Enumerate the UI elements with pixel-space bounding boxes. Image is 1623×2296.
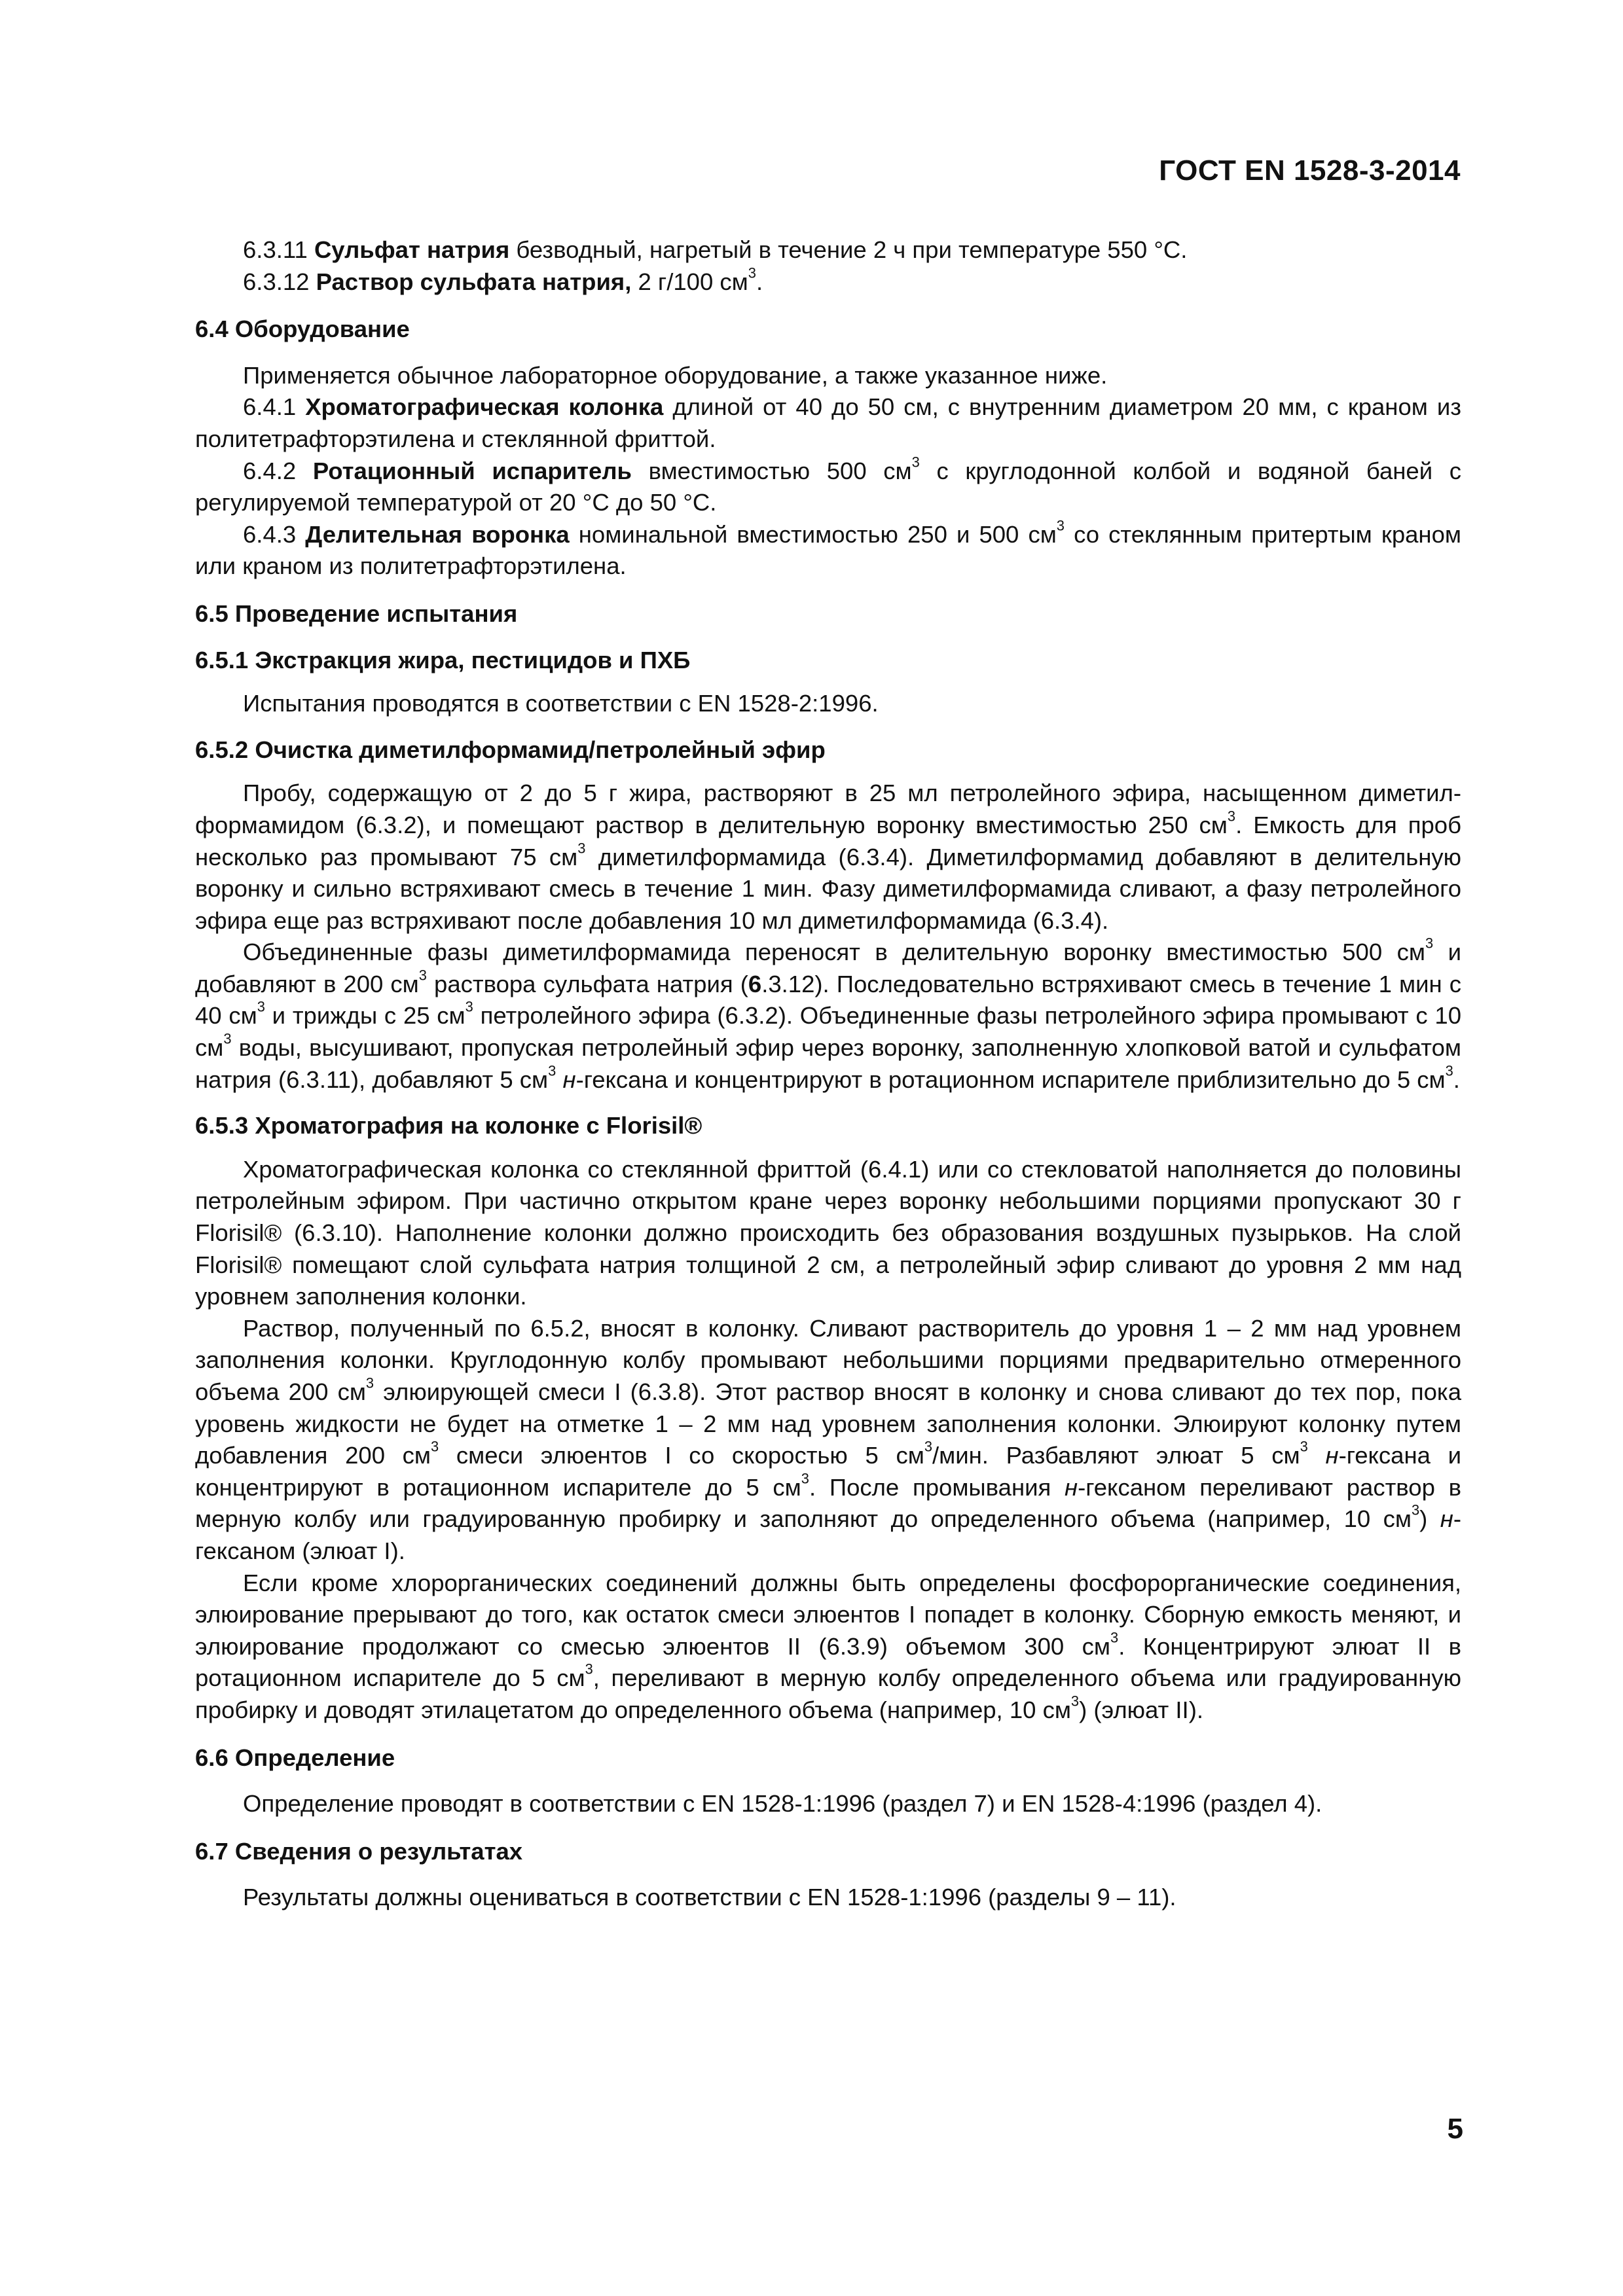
superscript: 3 bbox=[1425, 935, 1434, 952]
superscript: 3 bbox=[1445, 1062, 1453, 1079]
document-code-header: ГОСТ EN 1528-3-2014 bbox=[1159, 154, 1461, 187]
clause-title: Ротационный испаритель bbox=[312, 457, 632, 484]
clause-text: длиной от 40 до 50 см, с внутренним диаметром 20 мм, с краном из политетрафторэтилена и стеклянной фриттой. bbox=[195, 393, 1461, 452]
subsection-6-5-1-text: Испытания проводятся в соответствии с EN 1528-2:1996. bbox=[243, 690, 879, 717]
paragraph-text: раствора сульфата натрия ( bbox=[426, 970, 748, 997]
clause-title: Сульфат натрия bbox=[314, 236, 510, 263]
section-heading-6-7: 6.7 Сведения о результатах bbox=[195, 1837, 523, 1865]
paragraph-text: Если кроме хлорорганических соединений должны быть определены фосфорорганические соединения, элюирование прерывают до того, как остаток смеси элюентов I попадет в колонку. Сборную емкость меняют, и элюирование продолжают со смесью элюентов II (6.3.9) объемом 300 см bbox=[195, 1569, 1461, 1660]
clause-6-4-1 bbox=[195, 391, 1461, 455]
paragraph-text: воды, высушивают, пропуская петролейный эфир через воронку, заполненную хлопковой ватой и сульфатом натрия (6.3.11), добавляют 5 см bbox=[195, 1034, 1461, 1093]
paragraph-text: смеси элюентов I со скоростью 5 см bbox=[439, 1442, 924, 1469]
superscript: 3 bbox=[911, 453, 920, 470]
paragraph-text: н bbox=[562, 1066, 576, 1093]
clause-6-3-11 bbox=[195, 234, 1461, 266]
superscript: 3 bbox=[548, 1062, 556, 1079]
paragraph-text: -гексана и концентрируют в ротационном испарителе приблизительно до 5 см bbox=[575, 1066, 1446, 1093]
section-heading-6-4: 6.4 Оборудование bbox=[195, 315, 410, 343]
paragraph-text: . После промывания bbox=[809, 1473, 1065, 1501]
clause-text: со стеклянным притертым краном или краном из политетрафторэтилена. bbox=[195, 520, 1461, 580]
clause-number: 6.4.1 bbox=[243, 393, 306, 421]
clause-text: номинальной вместимостью 250 и 500 см bbox=[569, 520, 1057, 548]
page-number: 5 bbox=[1447, 2113, 1463, 2145]
superscript: 3 bbox=[431, 1438, 439, 1455]
document-body bbox=[195, 234, 1461, 1914]
clause-6-3-12 bbox=[195, 266, 1461, 298]
paragraph-text: . bbox=[1453, 1066, 1460, 1093]
superscript: 3 bbox=[418, 967, 427, 984]
subsection-heading-6-5-1: 6.5.1 Экстракция жира, пестицидов и ПХБ bbox=[195, 646, 691, 673]
superscript: 3 bbox=[1411, 1501, 1420, 1518]
superscript: 3 bbox=[585, 1660, 593, 1677]
paragraph-text: диметилформамида (6.3.4). Диметилформамид добавляют в делительную воронку и сильно встряхивают смесь в течение 1 мин. Фазу диметилформамида сливают, а фазу петролейного эфира еще раз встряхивают после добавления 10 мл диметилформамида (6.3.4). bbox=[195, 843, 1461, 934]
superscript: 3 bbox=[1110, 1629, 1119, 1646]
paragraph-text: н bbox=[1440, 1505, 1453, 1533]
superscript: 3 bbox=[1056, 517, 1065, 534]
paragraph-text: Пробу, содержащую от 2 до 5 г жира, растворяют в 25 мл петролейного эфира, насыщенном диметил-формамидом (6.3.2), и помещают раствор в делительную воронку вместимостью 250 см bbox=[195, 780, 1461, 838]
clause-text: с круглодонной колбой и водяной баней с регулируемой температурой от 20 °С до 50 °С. bbox=[195, 457, 1461, 516]
subsection-heading-6-5-2: 6.5.2 Очистка диметилформамид/петролейный эфир bbox=[195, 736, 826, 763]
clause-number: 6.3.12 bbox=[243, 268, 316, 295]
clause-title: Раствор сульфата натрия, bbox=[316, 268, 632, 295]
section-6-4-intro: Применяется обычное лабораторное оборудование, а также указанное ниже. bbox=[243, 361, 1108, 389]
paragraph-text: , переливают в мерную колбу определенного объема или градуированную пробирку и доводят этилацетатом до определенного объема (например, 10 см bbox=[195, 1664, 1461, 1723]
section-6-6-text: Определение проводят в соответствии с EN 1528-1:1996 (раздел 7) и EN 1528-4:1996 (раздел 4). bbox=[243, 1790, 1322, 1818]
paragraph-6-5-3-3 bbox=[195, 1568, 1461, 1727]
clause-number: 6.3.11 bbox=[243, 236, 308, 263]
clause-text: вместимостью 500 см bbox=[631, 457, 912, 484]
clause-number: 6.4.3 bbox=[243, 520, 306, 548]
paragraph-text: и трижды с 25 см bbox=[264, 1002, 465, 1030]
superscript: 3 bbox=[924, 1438, 932, 1455]
superscript: 3 bbox=[1227, 808, 1236, 825]
paragraph-text: . Емкость для проб несколько раз промывают 75 см bbox=[195, 811, 1461, 870]
section-heading-6-6: 6.6 Определение bbox=[195, 1744, 395, 1771]
paragraph-text: петролейного эфира (6.3.2). Объединенные фазы петролейного эфира промывают с 10 см bbox=[195, 1002, 1462, 1062]
paragraph-6-5-2-2 bbox=[195, 937, 1461, 1096]
paragraph-text: -гексаном переливают раствор в мерную колбу или градуированную пробирку и заполняют до определенного объема (например, 10 см bbox=[195, 1473, 1461, 1533]
clause-number: 6.4.2 bbox=[243, 457, 313, 484]
paragraph-text: 6 bbox=[748, 970, 762, 997]
paragraph-text: Раствор, полученный по 6.5.2, вносят в колонку. Сливают растворитель до уровня 1 – 2 мм над уровнем заполнения колонки. Круглодонную колбу промывают небольшими порциями предварительно отмеренного объема 200 см bbox=[195, 1314, 1461, 1405]
clause-6-4-3 bbox=[195, 519, 1461, 583]
paragraph-text: ) (элюат II). bbox=[1079, 1696, 1203, 1723]
subsection-heading-6-5-3: 6.5.3 Хроматография на колонке с Florisil® bbox=[195, 1112, 702, 1139]
section-6-7-text: Результаты должны оцениваться в соответствии с EN 1528-1:1996 (разделы 9 – 11). bbox=[243, 1884, 1176, 1911]
superscript: 3 bbox=[748, 264, 756, 281]
paragraph-text: -гексана и концентрируют в ротационном испарителе до 5 см bbox=[195, 1442, 1461, 1501]
superscript: 3 bbox=[257, 998, 265, 1015]
superscript: 3 bbox=[1070, 1693, 1080, 1710]
clause-text: безводный, нагретый в течение 2 ч при температуре 550 °С. bbox=[509, 236, 1188, 263]
paragraph-text: и добавляют в 200 см bbox=[195, 939, 1461, 997]
paragraph-text: /мин. Разбавляют элюат 5 см bbox=[932, 1442, 1300, 1469]
paragraph-text: ) bbox=[1419, 1505, 1440, 1533]
paragraph-6-5-2-1 bbox=[195, 778, 1461, 937]
superscript: 3 bbox=[1300, 1438, 1308, 1455]
superscript: 3 bbox=[577, 839, 586, 856]
paragraph-text: . Концентрируют элюат II в ротационном испарителе до 5 см bbox=[195, 1632, 1462, 1692]
superscript: 3 bbox=[223, 1030, 232, 1047]
clause-title: Хроматографическая колонка bbox=[305, 393, 664, 421]
clause-title: Делительная воронка bbox=[305, 520, 570, 548]
section-heading-6-5: 6.5 Проведение испытания bbox=[195, 600, 518, 627]
paragraph-6-5-3-1: Хроматографическая колонка со стеклянной фриттой (6.4.1) или со стекловатой наполняется до половины петролейным эфиром. При частично открытом кране через воронку небольшими порциями пропускают 30 г Florisil® (6.3.10). Наполнение колонки должно происходить без образования воздушных пузырьков. На слой Florisil® помещают слой сульфата натрия толщиной 2 см, а петролейный эфир сливают до уровня 2 мм над уровнем заполнения колонки. bbox=[195, 1155, 1461, 1310]
paragraph-text: н bbox=[1325, 1442, 1339, 1469]
paragraph-text: элюирующей смеси I (6.3.8). Этот раствор вносят в колонку и снова сливают до тех пор, пока уровень жидкости не будет на отметке 1 – 2 мм над уровнем заполнения колонки. Элюируют колонку путем добавления 200 см bbox=[195, 1378, 1461, 1469]
paragraph-text: н bbox=[1065, 1473, 1078, 1501]
superscript: 3 bbox=[801, 1470, 809, 1487]
clause-text: . bbox=[756, 268, 763, 295]
superscript: 3 bbox=[465, 998, 473, 1015]
clause-text: 2 г/100 см bbox=[631, 268, 748, 295]
paragraph-text: -гексаном (элюат I). bbox=[195, 1505, 1462, 1564]
paragraph-text: Объединенные фазы диметилформамида переносят в делительную воронку вместимостью 500 см bbox=[243, 939, 1425, 966]
clause-6-4-2 bbox=[195, 453, 1461, 519]
paragraph-6-5-3-2 bbox=[195, 1313, 1461, 1568]
superscript: 3 bbox=[365, 1374, 374, 1391]
paragraph-text: .3.12). Последовательно встряхивают смесь в течение 1 мин с 40 см bbox=[195, 970, 1462, 1030]
